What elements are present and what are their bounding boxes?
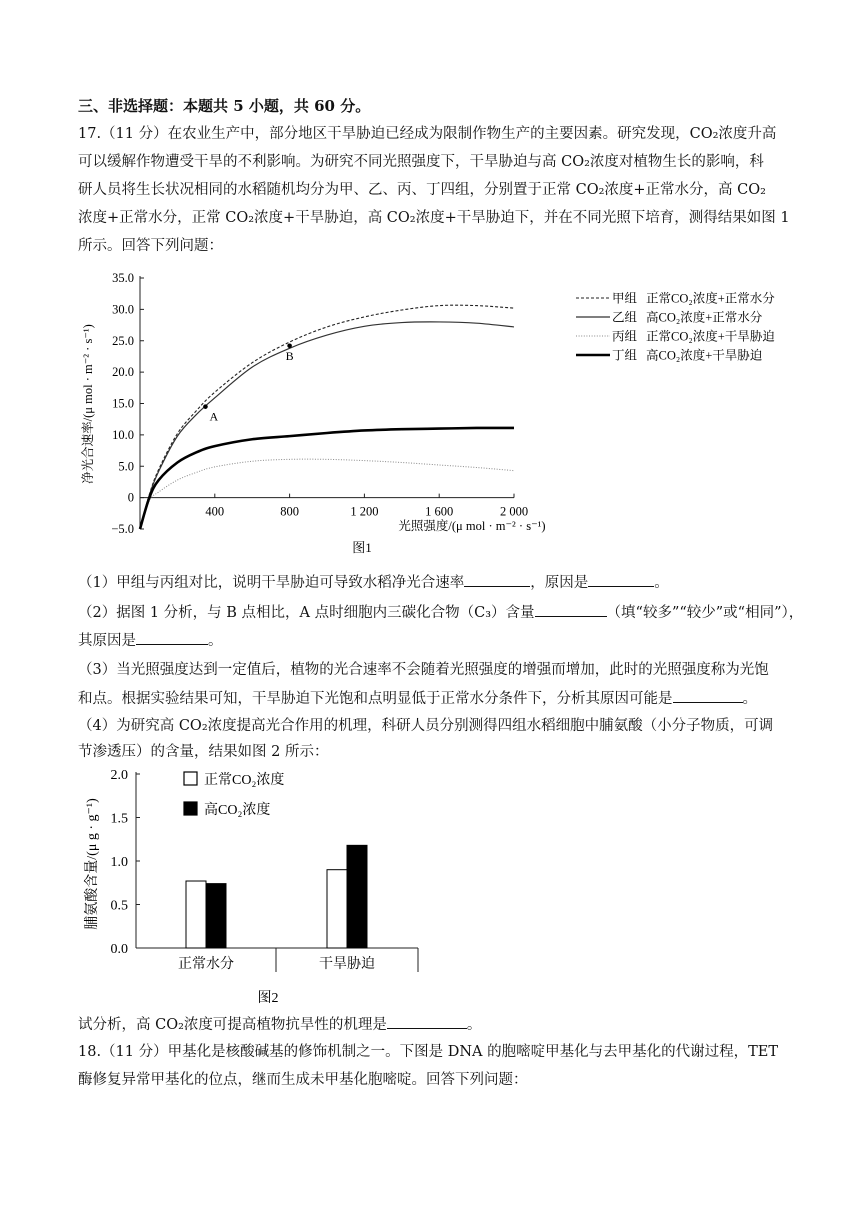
y-tick-label: 1.0 (110, 855, 128, 870)
legend-desc-4: 高CO₂浓度+干旱胁迫 (646, 348, 763, 363)
y-axis-label: 脯氨酸含量/(μ g · g⁻¹) (85, 798, 100, 930)
q17-sub2-text-a: （2）据图 1 分析，与 B 点相比，A 点时细胞内三碳化合物（C₃）含量 (78, 605, 535, 621)
q17-sub2-text-c: 其原因是 (78, 633, 136, 649)
y-axis-label: 净光合速率/(μ mol · m⁻² · s⁻¹) (81, 324, 95, 484)
answer-blank-2b[interactable] (136, 630, 208, 645)
q17-sub2-text-d: 。 (208, 633, 223, 649)
q17-sub4-line-1: （4）为研究高 CO₂浓度提高光合作用的机理，科研人员分别测得四组水稻细胞中脯氨酸（小分子物质，可调 (78, 718, 774, 734)
y-tick-label: 2.0 (110, 768, 128, 783)
bar-1-2 (327, 870, 347, 948)
y-tick-label: 30.0 (112, 302, 134, 317)
legend-group-4: 丁组 (612, 348, 638, 363)
y-tick-label: −5.0 (111, 522, 134, 536)
point-label-A: A (209, 409, 219, 424)
y-tick-label: 1.5 (110, 811, 128, 827)
q17-sub1 (78, 572, 790, 593)
legend-desc-2: 高CO₂浓度+正常水分 (646, 310, 763, 325)
figure-1-axes (80, 271, 546, 555)
q17-tail-text-a: 试分析，高 CO₂浓度可提高植物抗旱性的机理是 (78, 1017, 387, 1033)
point-A (203, 404, 208, 409)
q17-sub2-text-b: （填“较多”“较少”或“相同”）， (606, 605, 804, 621)
y-tick-label: 20.0 (112, 365, 134, 380)
figure-1-line-chart (78, 262, 790, 562)
y-tick-label: 35.0 (112, 271, 134, 285)
q17-tail (78, 1014, 790, 1035)
x-tick-label: 1 200 (350, 504, 379, 519)
q17-sub4-line-2: 节渗透压）的含量，结果如图 2 所示： (78, 744, 329, 760)
x-tick-label: 2 000 (499, 504, 529, 519)
answer-blank-4[interactable] (387, 1014, 467, 1029)
q17-sub2 (78, 602, 804, 623)
y-tick-label: 10.0 (112, 427, 134, 442)
x-tick-label: 800 (280, 504, 299, 519)
answer-blank-1a[interactable] (464, 572, 530, 587)
y-tick-label: 25.0 (112, 333, 134, 348)
q17-sub3-text-b: 。 (742, 691, 757, 707)
answer-blank-2a[interactable] (535, 602, 607, 617)
q17-sub3-line-1: （3）当光照强度达到一定值后，植物的光合速率不会随着光照强度的增强而增加，此时的光照强度称为光饱 (78, 662, 769, 678)
answer-blank-1b[interactable] (588, 572, 654, 587)
q17-sub1-text-c: 。 (654, 575, 669, 591)
legend-swatch-2 (184, 802, 197, 815)
series-line-4 (140, 428, 514, 529)
q17-line-1: 17.（11 分）在农业生产中，部分地区干旱胁迫已经成为限制作物生产的主要因素。研究发现，CO₂浓度升高 (78, 126, 777, 142)
q17-sub3-text-a: 和点。根据实验结果可知，干旱胁迫下光饱和点明显低于正常水分条件下，分析其原因可能是 (78, 691, 673, 707)
bar-2-1 (206, 884, 226, 948)
legend-label-2: 高CO₂浓度 (204, 803, 271, 818)
y-tick-label: 0.5 (110, 898, 128, 914)
figure-2-legend (184, 771, 284, 818)
y-tick-label: 0 (127, 490, 134, 505)
figure-1-legend (576, 291, 775, 363)
q17-line-5: 所示。回答下列问题： (78, 238, 223, 254)
q18-line-2: 酶修复异常甲基化的位点，继而生成未甲基化胞嘧啶。回答下列问题： (78, 1072, 528, 1088)
legend-label-1: 正常CO₂浓度 (204, 773, 285, 788)
legend-group-2: 乙组 (612, 310, 638, 325)
answer-blank-3[interactable] (673, 688, 743, 703)
q17-line-4: 浓度+正常水分，正常 CO₂浓度+干旱胁迫，高 CO₂浓度+干旱胁迫下，并在不同光照下培育，测得结果如图 1 (78, 210, 790, 226)
x-category-label: 正常水分 (178, 957, 234, 972)
bar-1-1 (186, 881, 206, 948)
y-tick-label: 5.0 (118, 459, 134, 474)
legend-group-3: 丙组 (612, 329, 638, 344)
figure-2-bars (186, 845, 367, 948)
figure-2-bar-chart (78, 760, 438, 1008)
x-tick-label: 400 (205, 504, 225, 519)
series-line-1 (140, 305, 514, 529)
point-B (287, 343, 292, 348)
y-tick-label: 0.0 (110, 942, 128, 957)
figure-2-caption: 图2 (257, 991, 279, 1006)
q17-sub3-line-2 (78, 688, 790, 709)
q17-line-3: 研人员将生长状况相同的水稻随机均分为甲、乙、丙、丁四组，分别置于正常 CO₂浓度+正常水分，高 CO₂ (78, 182, 766, 198)
q17-sub1-text-b: ，原因是 (530, 575, 589, 591)
section-title: 三、非选择题：本题共 5 小题，共 60 分。 (78, 97, 371, 115)
legend-desc-3: 正常CO₂浓度+干旱胁迫 (646, 329, 775, 344)
figure-1-caption: 图1 (352, 540, 372, 555)
q18-line-1: 18.（11 分）甲基化是核酸碱基的修饰机制之一。下图是 DNA 的胞嘧啶甲基化与去甲基化的代谢过程，TET (78, 1044, 779, 1060)
point-label-B: B (285, 348, 294, 363)
q17-sub2-cont (78, 630, 790, 651)
x-axis-label: 光照强度/(μ mol · m⁻² · s⁻¹) (398, 519, 546, 533)
figure-1-series (140, 305, 514, 529)
x-category-label: 干旱胁迫 (319, 957, 375, 972)
y-tick-label: 15.0 (112, 396, 134, 411)
x-tick-label: 1 600 (425, 504, 454, 519)
legend-desc-1: 正常CO₂浓度+正常水分 (646, 291, 775, 306)
q17-line-2: 可以缓解作物遭受干旱的不利影响。为研究不同光照强度下，干旱胁迫与高 CO₂浓度对植物生长的影响，科 (78, 154, 764, 170)
q17-tail-text-b: 。 (466, 1017, 482, 1033)
bar-2-2 (347, 845, 367, 948)
q17-sub1-text-a: （1）甲组与丙组对比，说明干旱胁迫可导致水稻净光合速率 (78, 575, 465, 591)
legend-group-1: 甲组 (612, 291, 638, 306)
legend-swatch-1 (184, 772, 197, 785)
